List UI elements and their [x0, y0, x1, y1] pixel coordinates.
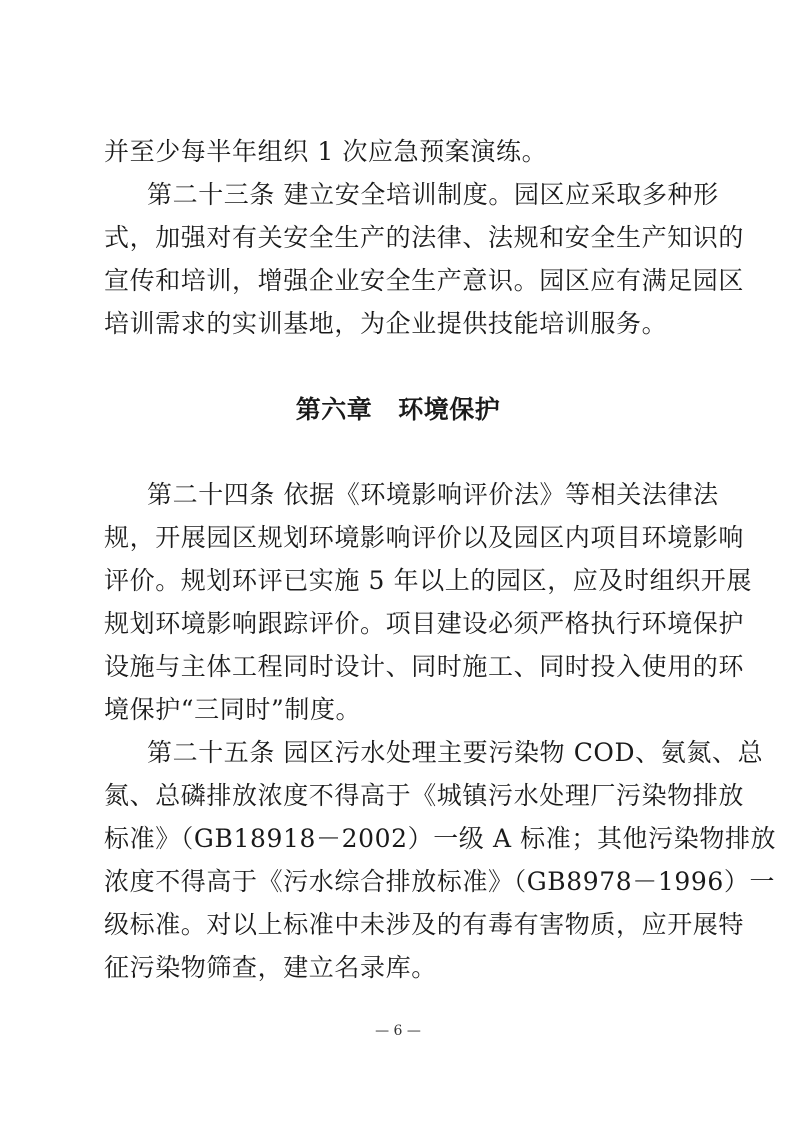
article-24-line: 规，开展园区规划环境影响评价以及园区内项目环境影响	[104, 523, 745, 552]
article-25-line: 第二十五条 园区污水处理主要污染物 COD、氨氮、总	[147, 738, 764, 767]
article-23-line: 宣传和培训，增强企业安全生产意识。园区应有满足园区	[104, 266, 745, 295]
article-25-line: 浓度不得高于《污水综合排放标准》（GB8978－1996）一	[104, 867, 776, 896]
article-25-line: 氮、总磷排放浓度不得高于《城镇污水处理厂污染物排放	[104, 781, 745, 810]
article-24-line: 评价。规划环评已实施 5 年以上的园区，应及时组织开展	[104, 566, 753, 595]
article-23-line: 培训需求的实训基地，为企业提供技能培训服务。	[104, 309, 668, 338]
chapter-heading	[0, 395, 796, 425]
article-23-line: 式，加强对有关安全生产的法律、法规和安全生产知识的	[104, 223, 745, 252]
paragraph-line: 并至少每半年组织 1 次应急预案演练。	[104, 137, 548, 166]
chapter-title: 环境保护	[398, 395, 501, 424]
chapter-number: 第六章	[295, 395, 373, 424]
article-25-line: 征污染物筛查，建立名录库。	[104, 953, 437, 982]
article-24-line: 规划环境影响跟踪评价。项目建设必须严格执行环境保护	[104, 609, 745, 638]
page-number: — 6 —	[375, 1023, 421, 1039]
article-24-line: 境保护“三同时”制度。	[104, 695, 362, 724]
article-25-line: 标准》（GB18918－2002）一级 A 标准；其他污染物排放	[104, 824, 777, 853]
article-24-line: 第二十四条 依据《环境影响评价法》等相关法律法	[147, 480, 719, 509]
article-25-line: 级标准。对以上标准中未涉及的有毒有害物质，应开展特	[104, 910, 745, 939]
article-23-line: 第二十三条 建立安全培训制度。园区应采取多种形	[147, 180, 719, 209]
article-24-line: 设施与主体工程同时设计、同时施工、同时投入使用的环	[104, 652, 745, 681]
